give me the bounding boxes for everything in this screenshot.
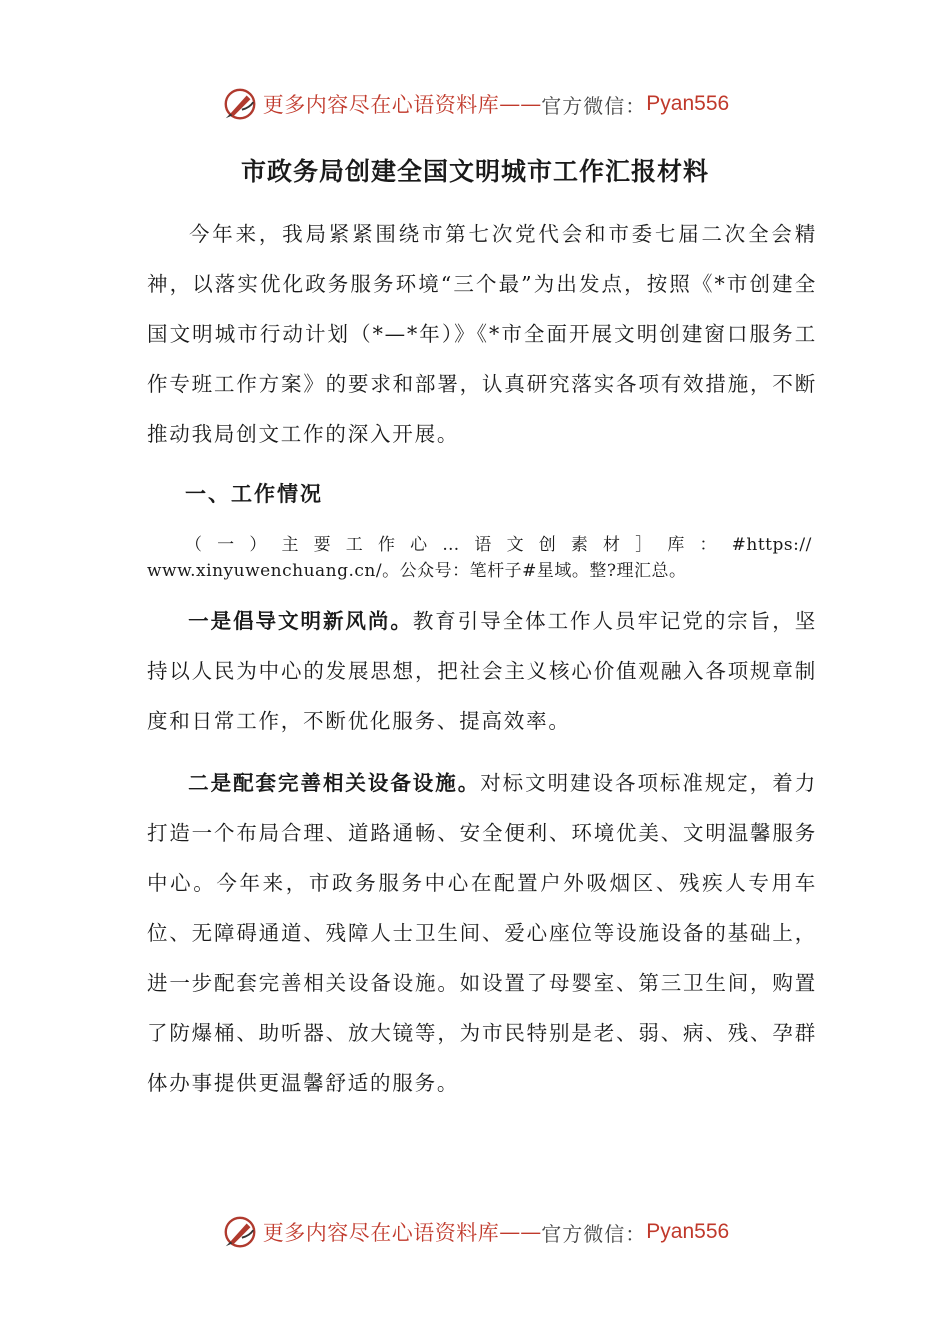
subsection-char: 创: [538, 535, 557, 555]
subsection-char: 素: [570, 535, 589, 555]
banner-site-text: 更多内容尽在心语资料库: [262, 1221, 500, 1245]
subsection-line-2: www.xinyuwenchuang.cn/。公众号：笔杆子#星域。整?理汇总。: [147, 561, 687, 581]
subsection-char: 一: [217, 535, 235, 555]
subsection-char: ：: [699, 535, 717, 555]
subsection-char: 库: [667, 535, 685, 555]
subsection-char: #https://: [731, 535, 812, 555]
section-heading: 一、工作情况: [185, 481, 323, 506]
document-title: 市政务局创建全国文明城市工作汇报材料: [240, 157, 709, 186]
subsection-char: 材: [603, 535, 621, 555]
subsection-char: 语: [474, 535, 492, 555]
subsection-char: 要: [313, 535, 332, 555]
item1-body: 教育引导全体工作人员牢记党的宗旨，坚持以人民为中心的发展思想，把社会主义核心价值观融入各项规章制度和日常工作，不断优化服务、提高效率。: [147, 609, 818, 733]
subsection-heading: [147, 532, 812, 584]
subsection-char: （: [185, 535, 203, 555]
banner-dash: ——: [499, 92, 542, 116]
subsection-char: ）: [249, 535, 267, 555]
banner-wechat-id: Pyan556: [646, 1220, 730, 1243]
subsection-char: ］: [635, 535, 653, 555]
pen-logo-icon: [221, 85, 259, 123]
subsection-char: 文: [506, 535, 525, 555]
item2-body: 对标文明建设各项标准规定，着力打造一个布局合理、道路通畅、安全便利、环境优美、文明温馨服务中心。今年来，市政务服务中心在配置户外吸烟区、残疾人专用车位、无障碍通道、残障人士卫生间、爱心座位等设施设备的基础上，进一步配套完善相关设备设施。如设置了母婴室、第三卫生间，购置了防爆桶、助听器、放大镜等，为市民特别是老、弱、病、残、孕群体办事提供更温馨舒适的服务。: [147, 771, 817, 1095]
item1-paragraph: [147, 596, 817, 746]
subsection-char: 工: [345, 535, 364, 555]
banner-wechat-label: 官方微信：: [541, 1221, 647, 1246]
subsection-char: 心: [410, 535, 428, 555]
subsection-char: 作: [377, 535, 396, 555]
banner-wechat-label: 官方微信：: [541, 93, 647, 118]
subsection-char: 主: [281, 535, 299, 555]
header-banner: [0, 80, 950, 128]
intro-text: 今年来，我局紧紧围绕市第七次党代会和市委七届二次全会精神，以落实优化政务服务环境“三个最”为出发点，按照《*市创建全国文明城市行动计划（*—*年）》《*市全面开展文明创建窗口服务工作专班工作方案》的要求和部署，认真研究落实各项有效措施，不断推动我局创文工作的深入开展。: [147, 222, 817, 446]
banner-site-text: 更多内容尽在心语资料库: [262, 93, 500, 117]
intro-paragraph: [147, 209, 817, 459]
banner-dash: ——: [499, 1220, 542, 1244]
banner-wechat-id: Pyan556: [646, 92, 730, 115]
pen-logo-icon: [221, 1213, 259, 1251]
item2-lead: 二是配套完善相关设备设施。: [188, 771, 481, 795]
subsection-line-1: [147, 532, 812, 558]
item1-lead: 一是倡导文明新风尚。: [188, 609, 413, 633]
footer-banner: [0, 1208, 950, 1256]
subsection-char: …: [442, 535, 460, 555]
item2-paragraph: [147, 758, 817, 1108]
